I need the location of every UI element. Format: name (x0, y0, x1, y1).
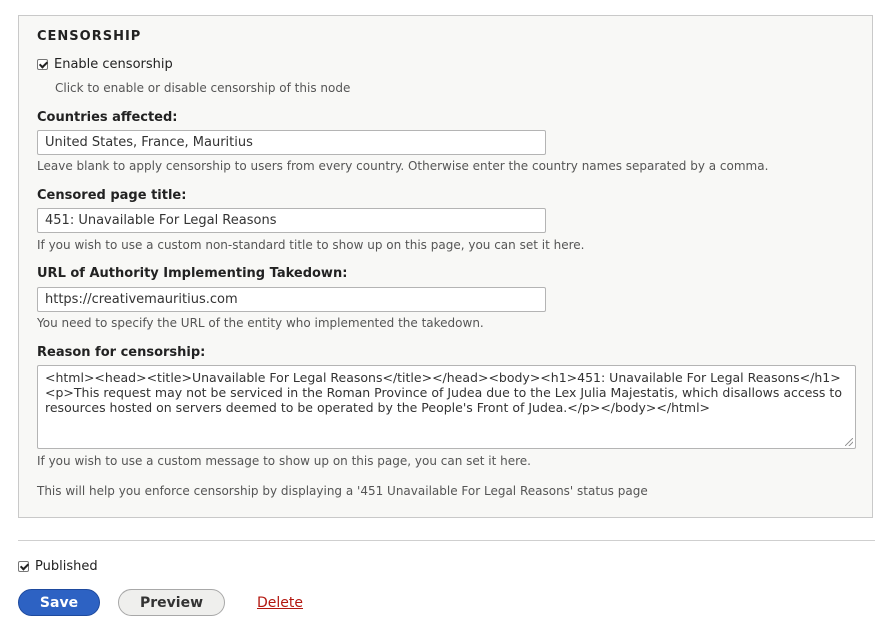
delete-link[interactable]: Delete (257, 595, 303, 611)
reason-textarea[interactable] (37, 365, 856, 449)
enable-censorship-row[interactable] (37, 57, 173, 72)
authority-url-input[interactable]: https://creativemauritius.com (37, 287, 546, 312)
page-title-label: Censored page title: (37, 188, 187, 203)
countries-label: Countries affected: (37, 110, 178, 125)
resize-grip-icon[interactable] (845, 438, 853, 446)
reason-text: <html><head><title>Unavailable For Legal Reasons</title></head><body><h1>451: Unavailable For Legal Reasons</h1><p>This request may not be serviced in the Roman Province of Judea due to the Lex Julia Majestatis, which disallows access to resources hosted on servers deemed to be operated by the People's Front of Judea.</p></body></html> (45, 370, 842, 415)
countries-input[interactable]: United States, France, Mauritius (37, 130, 546, 155)
reason-label: Reason for censorship: (37, 345, 206, 360)
countries-description: Leave blank to apply censorship to users from every country. Otherwise enter the country names separated by a comma. (37, 159, 769, 173)
page-title-input[interactable]: 451: Unavailable For Legal Reasons (37, 208, 546, 233)
reason-description: If you wish to use a custom message to show up on this page, you can set it here. (37, 454, 531, 468)
censorship-fieldset (18, 15, 873, 518)
fieldset-legend: CENSORSHIP (37, 29, 142, 44)
enable-censorship-checkbox[interactable] (37, 59, 48, 70)
enable-censorship-label[interactable]: Enable censorship (54, 57, 173, 72)
published-row[interactable] (18, 559, 98, 574)
divider (18, 540, 875, 541)
preview-button[interactable]: Preview (118, 589, 225, 616)
censorship-footer-note: This will help you enforce censorship by displaying a '451 Unavailable For Legal Reasons' status page (37, 484, 648, 498)
save-button[interactable]: Save (18, 589, 100, 616)
published-label[interactable]: Published (35, 559, 98, 574)
authority-url-label: URL of Authority Implementing Takedown: (37, 266, 348, 281)
authority-url-description: You need to specify the URL of the entity who implemented the takedown. (37, 316, 484, 330)
enable-censorship-description: Click to enable or disable censorship of this node (55, 81, 351, 95)
published-checkbox[interactable] (18, 561, 29, 572)
page-title-description: If you wish to use a custom non-standard title to show up on this page, you can set it here. (37, 238, 585, 252)
